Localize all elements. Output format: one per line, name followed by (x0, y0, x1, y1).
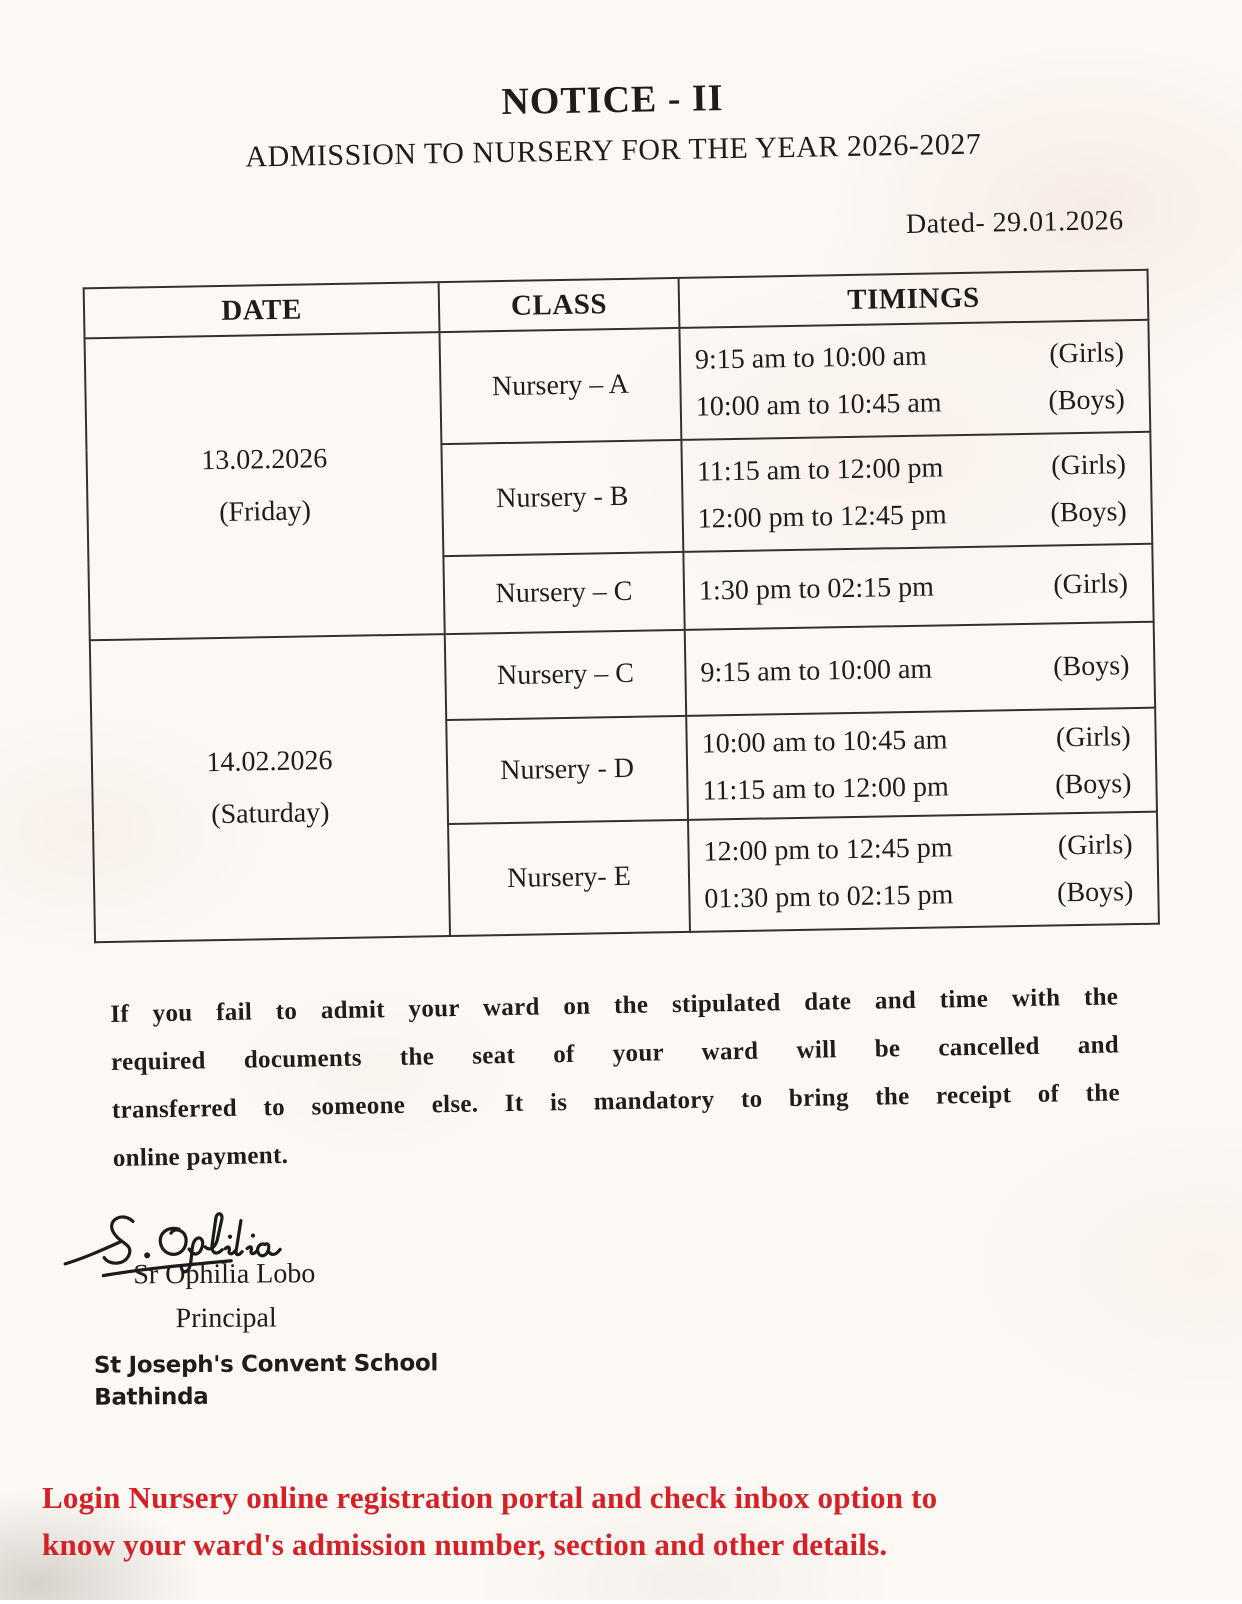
paragraph-line: required documents the seat of your ward will be cancelled and (110, 1031, 1120, 1076)
timing-range: 12:00 pm to 12:45 pm (703, 832, 953, 868)
timing-group: (Girls) (1057, 829, 1133, 862)
timing-group: (Boys) (1056, 876, 1134, 909)
timing-group: (Boys) (1050, 496, 1127, 529)
day-value: (Saturday) (210, 797, 330, 831)
timing-range: 9:15 am to 10:00 am (700, 653, 933, 689)
class-cell: Nursery - D (446, 716, 688, 824)
notice-date: Dated- 29.01.2026 (905, 205, 1124, 240)
timing-group: (Girls) (1053, 567, 1129, 600)
notice-title: NOTICE - II (501, 77, 724, 124)
class-cell: Nursery - B (441, 440, 683, 556)
paragraph-line: If you fail to admit your ward on the stipulated date and time with the (110, 983, 1119, 1028)
column-header-timings: TIMINGS (679, 270, 1149, 328)
timing-group: (Girls) (1055, 721, 1131, 754)
class-cell: Nursery – A (439, 328, 681, 444)
timing-group: (Boys) (1052, 649, 1130, 682)
school-name: St Joseph's Convent School (93, 1350, 439, 1379)
timing-range: 11:15 am to 12:00 pm (702, 771, 950, 807)
column-header-date: DATE (84, 282, 440, 338)
timing-range: 12:00 pm to 12:45 pm (697, 499, 947, 535)
timing-group: (Boys) (1048, 384, 1126, 417)
column-header-class: CLASS (439, 278, 680, 332)
paragraph-line: transferred to someone else. It is mandatory to bring the receipt of the (111, 1079, 1121, 1124)
timing-group: (Girls) (1050, 449, 1127, 482)
portal-login-note-line: Login Nursery online registration portal and check inbox option to (42, 1480, 938, 1515)
timing-group: (Boys) (1054, 768, 1132, 801)
date-value: 13.02.2026 (200, 443, 328, 477)
date-value: 14.02.2026 (206, 745, 333, 779)
class-cell: Nursery – C (443, 552, 684, 634)
timing-range: 10:00 am to 10:45 am (701, 724, 948, 760)
portal-login-note-line: know your ward's admission number, section and other details. (42, 1527, 888, 1562)
class-cell: Nursery – C (445, 630, 686, 720)
principal-name: Sr Ophilia Lobo (133, 1258, 316, 1291)
class-cell: Nursery- E (448, 820, 690, 936)
paragraph-line: online payment. (112, 1141, 289, 1172)
timing-range: 01:30 pm to 02:15 pm (704, 879, 954, 915)
principal-title: Principal (175, 1302, 277, 1335)
day-value: (Friday) (218, 495, 312, 528)
notice-subtitle: ADMISSION TO NURSERY FOR THE YEAR 2026-2027 (245, 127, 982, 174)
timing-range: 10:00 am to 10:45 am (695, 387, 942, 423)
timing-group: (Girls) (1049, 337, 1125, 370)
timing-range: 9:15 am to 10:00 am (694, 340, 928, 376)
timing-range: 1:30 pm to 02:15 pm (698, 571, 935, 607)
portal-login-note (42, 1474, 1202, 1568)
school-city: Bathinda (94, 1383, 209, 1411)
timing-range: 11:15 am to 12:00 pm (696, 452, 944, 488)
